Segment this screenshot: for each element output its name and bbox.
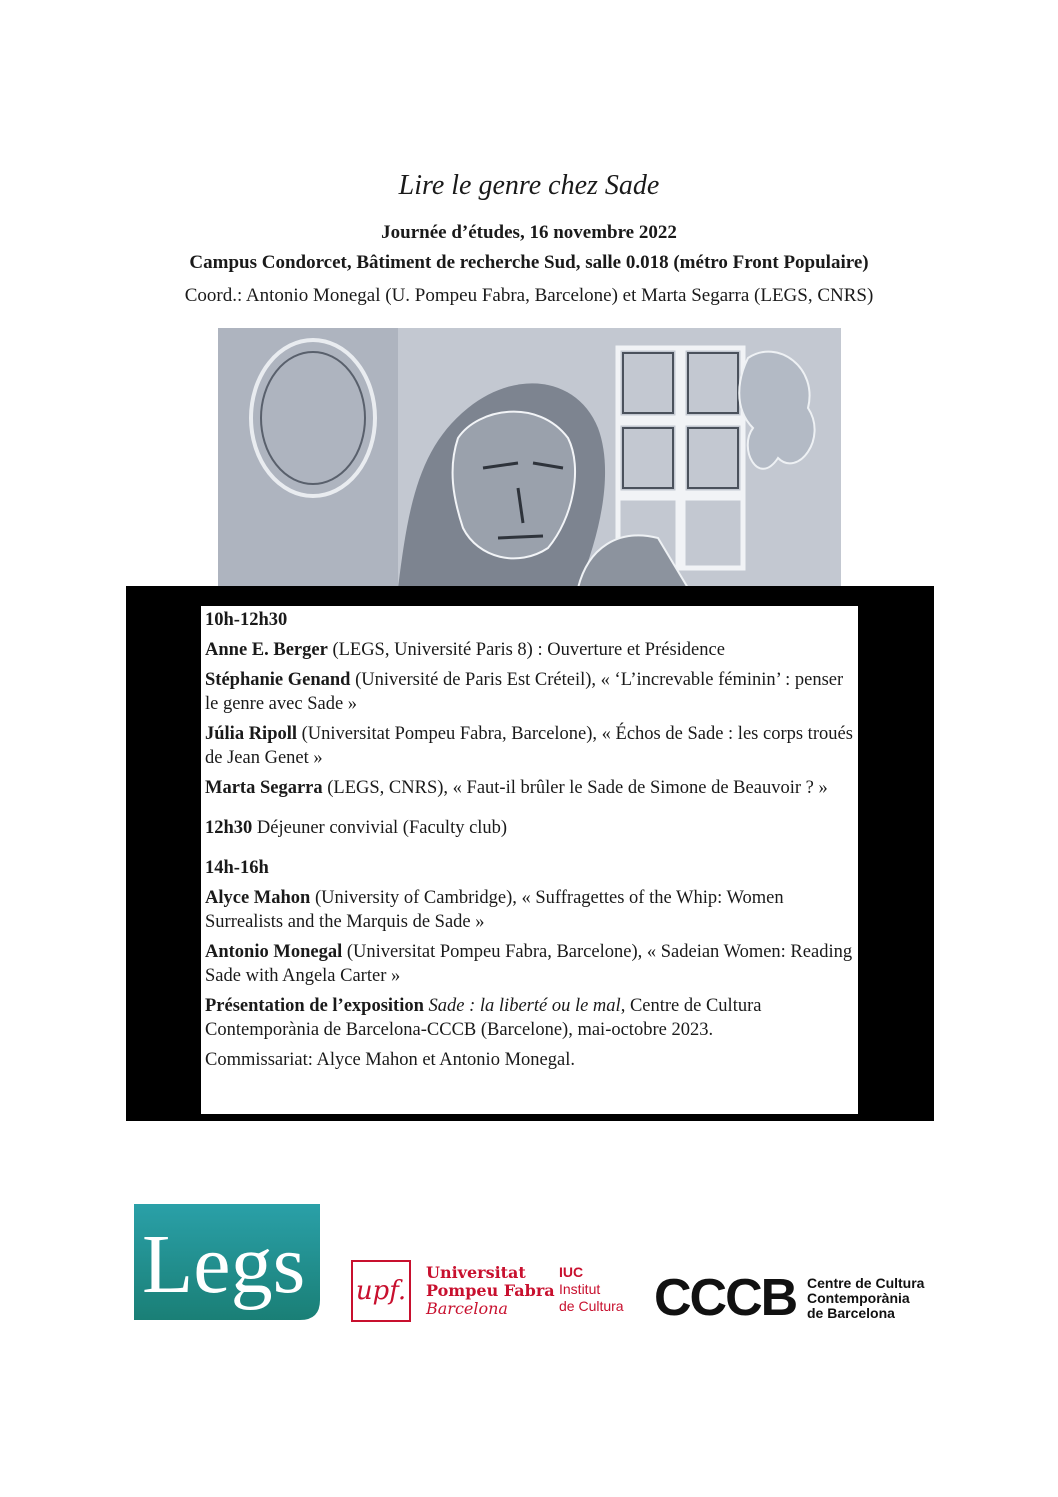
morning-slot: 10h-12h30 <box>205 610 288 630</box>
program-item <box>205 722 854 770</box>
cccb-logo-mark: CCCB <box>654 1269 797 1327</box>
exhibition-title: Sade : la liberté ou le mal <box>428 996 621 1016</box>
program-item <box>205 668 854 716</box>
iuc-logo: IUC Institut de Cultura <box>559 1264 624 1314</box>
event-coordination: Coord.: Antonio Monegal (U. Pompeu Fabra, Barcelone) et Marta Segarra (LEGS, CNRS) <box>184 285 874 306</box>
upf-logo-text: Universitat Pompeu Fabra Barcelona <box>426 1263 555 1318</box>
lunch-item: 12h30 Déjeuner convivial (Faculty club) <box>205 818 508 838</box>
speaker-name: Antonio Monegal <box>205 942 343 962</box>
event-venue: Campus Condorcet, Bâtiment de recherche Sud, salle 0.018 (métro Front Populaire) <box>189 252 869 273</box>
curators: Commissariat: Alyce Mahon et Antonio Monegal. <box>205 1050 575 1070</box>
cccb-logo-text: Centre de Cultura Contemporània de Barcelona <box>807 1275 925 1321</box>
speaker-name: Alyce Mahon <box>205 888 311 908</box>
upf-logo-mark: upf. <box>351 1260 411 1322</box>
portrait-engraving <box>218 328 841 588</box>
talk-details: (Université de Paris Est Créteil), « ‘L’increvable féminin’ : penser le genre avec Sade » <box>205 670 844 714</box>
talk-details: (LEGS, CNRS), « Faut-il brûler le Sade de Simone de Beauvoir ? » <box>322 778 828 798</box>
program-item <box>205 886 854 934</box>
speaker-name: Júlia Ripoll <box>205 724 298 744</box>
talk-details: (LEGS, Université Paris 8) : Ouverture et Présidence <box>327 640 725 660</box>
talk-details: (University of Cambridge), « Suffragettes of the Whip: Women Surrealists and the Marquis de Sade » <box>205 888 784 932</box>
program-item <box>205 638 854 662</box>
page-title: Lire le genre chez Sade <box>398 170 660 201</box>
exhibition-item: Présentation de l’exposition Sade : la liberté ou le mal, Centre de Cultura Contemporània de Barcelona-CCCB (Barcelone), mai-octobre 2023. <box>205 996 762 1040</box>
speaker-name: Marta Segarra <box>205 778 323 798</box>
sade-portrait-image <box>218 328 841 588</box>
talk-details: (Universitat Pompeu Fabra, Barcelone), « Échos de Sade : les corps troués de Jean Genet » <box>205 724 853 768</box>
svg-text:Legs: Legs <box>142 1218 306 1311</box>
legs-logo <box>134 1204 320 1320</box>
program-item <box>205 776 854 800</box>
afternoon-slot: 14h-16h <box>205 858 269 878</box>
speaker-name: Anne E. Berger <box>205 640 328 660</box>
partner-logos <box>0 1200 1058 1330</box>
program-schedule <box>201 606 858 1114</box>
program-item <box>205 940 854 988</box>
speaker-name: Stéphanie Genand <box>205 670 351 690</box>
event-subtitle: Journée d’études, 16 novembre 2022 <box>381 222 677 243</box>
talk-details: (Universitat Pompeu Fabra, Barcelone), « Sadeian Women: Reading Sade with Angela Carter » <box>205 942 853 986</box>
